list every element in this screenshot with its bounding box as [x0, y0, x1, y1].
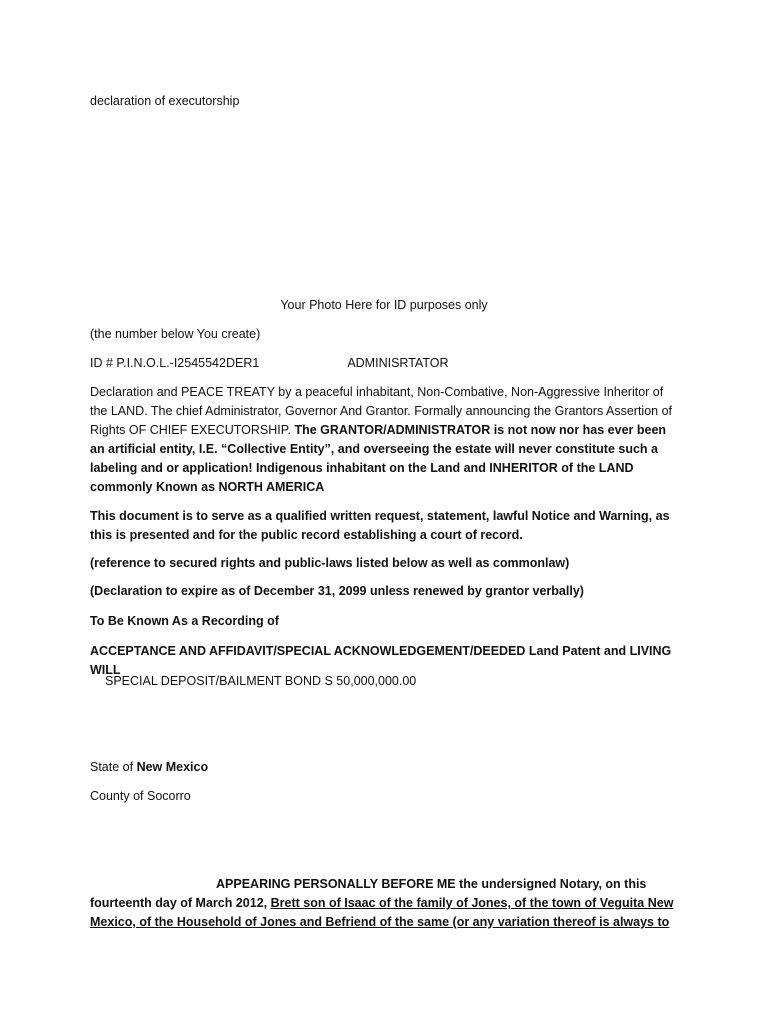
state-value: New Mexico	[136, 760, 209, 774]
appearing-bold-text: APPEARING PERSONALLY BEFORE ME the undersigned Notary, on this fourteenth day of March 2012,	[90, 877, 647, 910]
acceptance-heading: ACCEPTANCE AND AFFIDAVIT/SPECIAL ACKNOWLEDGEMENT/DEEDED Land Patent and LIVING WILL	[90, 644, 672, 677]
id-label: ID # P.I.N.O.L.-I2545542DER1	[90, 356, 260, 370]
appearing-underlined-text: Brett son of Isaac of the family of Jones, of the town of Veguita New Mexico, of the Household of Jones and Befriend of the same (or any variation thereof is always to	[90, 896, 674, 929]
document-header-title: declaration of executorship	[90, 94, 240, 108]
bond-line: SPECIAL DEPOSIT/BAILMENT BOND S 50,000,000.00	[105, 674, 417, 688]
appearing-paragraph	[90, 875, 682, 932]
state-label: State of	[90, 760, 137, 774]
photo-placeholder-text: Your Photo Here for ID purposes only	[280, 298, 488, 312]
number-note: (the number below You create)	[90, 327, 261, 341]
recording-label: To Be Known As a Recording of	[90, 614, 279, 628]
id-line	[90, 354, 682, 373]
purpose-paragraph: This document is to serve as a qualified written request, statement, lawful Notice and Warning, as this is presented and for the public record establishing a court of record.	[90, 509, 670, 542]
declaration-regular-text: Declaration and PEACE TREATY by a peaceful inhabitant, Non-Combative, Non-Aggressive Inheritor of the LAND. The chief Administrator, Governor And Grantor. Formally announcing the Grantors Assertion of Rights OF CHIEF EXECUTORSHIP.	[90, 385, 673, 437]
declaration-paragraph	[90, 383, 682, 497]
state-line	[90, 758, 682, 777]
county-line: County of Socorro	[90, 789, 191, 803]
reference-note: (reference to secured rights and public-laws listed below as well as commonlaw)	[90, 556, 570, 570]
expiration-note: (Declaration to expire as of December 31, 2099 unless renewed by grantor verbally)	[90, 584, 584, 598]
id-role: ADMINISRTATOR	[347, 356, 449, 370]
declaration-bold-text: The GRANTOR/ADMINISTRATOR is not now nor has ever been an artificial entity, I.E. “Collective Entity”, and overseeing the estate will never constitute such a labeling and or application! Indigenous inhabitant on the Land and INHERITOR of the LAND commonly Known as NORTH AMERICA	[90, 423, 667, 494]
